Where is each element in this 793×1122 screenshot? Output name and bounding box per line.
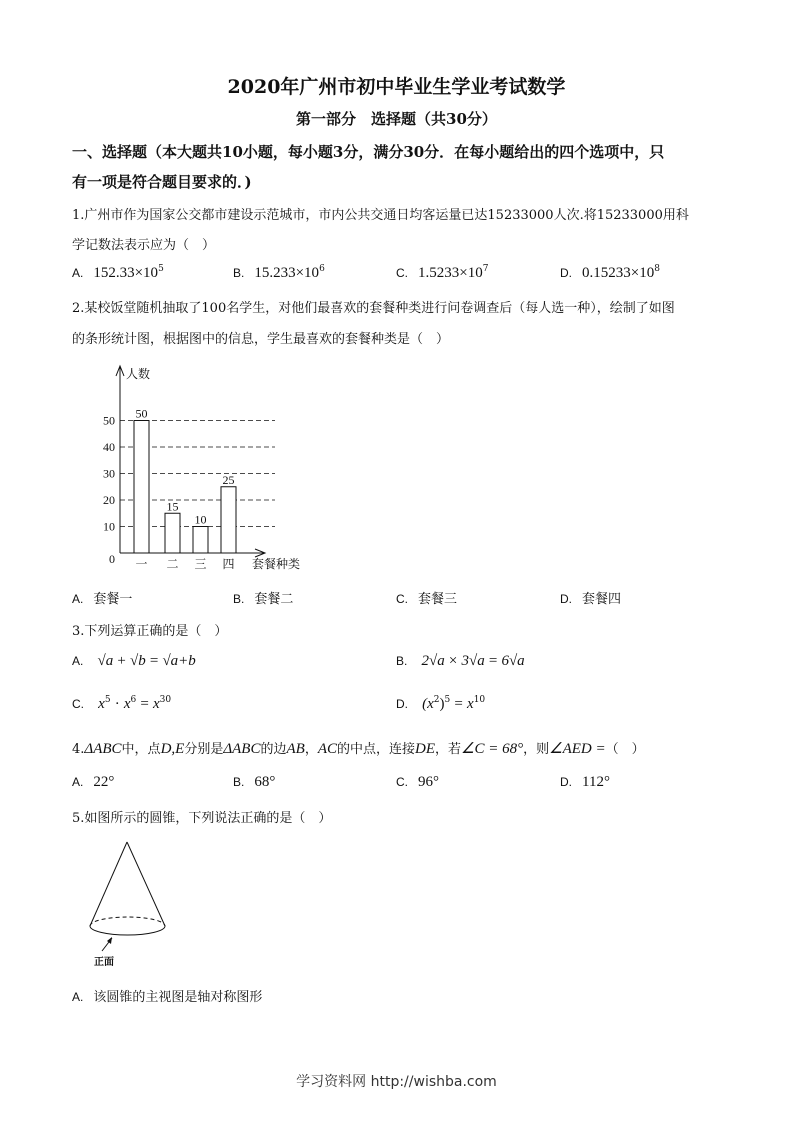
option-label: C. (396, 592, 408, 606)
q4-option-c[interactable] (396, 774, 439, 791)
cone-right-edge (127, 842, 165, 926)
y-axis-label: 人数 (126, 367, 151, 381)
expr-part: x (123, 696, 131, 712)
cone-base-front (90, 926, 165, 935)
q1-option-a[interactable] (72, 264, 164, 282)
x-tick-label: 二 (166, 557, 179, 571)
y-tick-label: 30 (103, 466, 115, 481)
option-label: A. (72, 592, 84, 606)
y-tick-label: 0 (109, 552, 115, 566)
expr-part: ) (439, 696, 445, 712)
expr-part: = (140, 696, 149, 712)
expr-part: (x (422, 696, 434, 712)
option-text: 套餐一 (93, 592, 133, 607)
q1-stem-line1: 1.广州市作为国家公交都市建设示范城市，市内公共交通日均客运量已达15233000人次.将15233000用科 (72, 208, 689, 223)
q1-option-b[interactable] (233, 264, 325, 282)
bar (221, 487, 236, 553)
expr-exponent: 10 (473, 695, 486, 705)
x-axis-label: 套餐种类 (252, 557, 301, 571)
option-value: 1.5233×10 (418, 265, 483, 281)
x-tick-label: 三 (194, 557, 207, 571)
option-label: D. (560, 266, 572, 280)
expr-exponent: 2 (433, 695, 440, 705)
option-value: 22° (93, 774, 115, 790)
q3-option-a[interactable] (72, 653, 196, 670)
expr-part: 3√a (461, 653, 485, 669)
cone-figure (82, 838, 182, 968)
bar-value-label: 50 (135, 406, 148, 421)
expr-part: √a (97, 653, 114, 669)
option-value: 152.33×10 (93, 265, 159, 281)
option-text: 套餐二 (254, 592, 294, 607)
expr-part: + (117, 653, 126, 669)
q4-option-d[interactable] (560, 774, 610, 791)
option-exponent: 7 (482, 264, 489, 274)
option-label: C. (72, 697, 84, 711)
expr-part: x (98, 696, 105, 712)
expr-part: √b (129, 653, 146, 669)
section-heading-line2: 有一项是符合题目要求的．) (72, 173, 252, 191)
option-text: 套餐四 (582, 592, 622, 607)
option-label: A. (72, 990, 84, 1004)
option-exponent: 6 (319, 264, 325, 274)
expr-part: 2√a (421, 653, 445, 669)
x-tick-label: 一 (135, 557, 148, 571)
expr-exponent: 5 (444, 695, 451, 705)
q1-stem-line2: 学记数法表示应为（ ） (72, 238, 216, 253)
option-label: B. (233, 592, 245, 606)
option-label: D. (560, 592, 572, 606)
q5-option-a[interactable] (72, 986, 262, 1005)
q5-stem: 5.如图所示的圆锥，下列说法正确的是（ ） (72, 811, 332, 826)
cone-base-back (90, 917, 165, 926)
option-exponent: 5 (158, 264, 164, 274)
option-label: A. (72, 654, 84, 668)
option-label: A. (72, 266, 84, 280)
expr-part: = (149, 653, 159, 669)
y-tick-label: 20 (103, 493, 115, 507)
bar (134, 421, 149, 554)
y-tick-label: 40 (103, 440, 115, 454)
q2-stem-line2: 的条形统计图，根据图中的信息，学生最喜欢的套餐种类是（ ） (72, 332, 450, 347)
expr-exponent: 5 (104, 695, 111, 705)
meal-bar-chart (90, 360, 330, 580)
y-tick-label: 50 (103, 413, 115, 428)
expr-part: √a+b (162, 653, 196, 669)
expr-exponent: 6 (130, 695, 137, 705)
expr-part: 6√a (501, 653, 525, 669)
bar (193, 527, 208, 554)
q3-option-b[interactable] (396, 653, 525, 670)
option-exponent: 8 (654, 264, 660, 274)
cone-left-edge (90, 842, 127, 926)
option-label: C. (396, 775, 408, 789)
bar-value-label: 25 (222, 472, 235, 487)
option-text: 套餐三 (418, 592, 458, 607)
page-title: 2020年广州市初中毕业生学业考试数学 (227, 76, 566, 98)
q3-option-c[interactable] (72, 695, 171, 713)
q2-option-d[interactable] (560, 588, 621, 607)
option-label: D. (396, 697, 408, 711)
expr-part: × (448, 653, 458, 669)
expr-part: x (152, 696, 160, 712)
option-value: 15.233×10 (254, 265, 320, 281)
bar (165, 513, 180, 553)
option-value: 112° (582, 774, 610, 790)
q3-stem: 3.下列运算正确的是（ ） (72, 624, 228, 639)
option-label: C. (396, 266, 408, 280)
option-label: B. (396, 654, 408, 668)
bar-value-label: 15 (166, 499, 179, 514)
option-value: 0.15233×10 (582, 265, 655, 281)
option-value: 96° (418, 774, 439, 790)
q1-option-d[interactable] (560, 264, 660, 282)
option-text: 该圆锥的主视图是轴对称图形 (93, 990, 263, 1005)
q2-stem-line1: 2.某校饭堂随机抽取了100名学生，对他们最喜欢的套餐种类进行问卷调查后（每人选一种），绘制了如图 (72, 301, 675, 316)
q4-stem: 4.ΔABC中，点D,E分别是ΔABC的边AB，AC的中点，连接DE，若∠C = 68°，则∠AED =（ ） (72, 741, 645, 757)
q2-option-a[interactable] (72, 588, 132, 607)
option-value: 68° (254, 774, 276, 790)
option-label: B. (233, 266, 245, 280)
q1-option-c[interactable] (396, 264, 488, 282)
x-tick-label: 四 (222, 557, 235, 571)
q3-option-d[interactable] (396, 695, 485, 713)
q2-option-b[interactable] (233, 588, 293, 607)
expr-part: = (454, 696, 463, 712)
q2-option-c[interactable] (396, 588, 457, 607)
front-label: 正面 (94, 957, 114, 968)
expr-part: = (488, 653, 498, 669)
option-label: A. (72, 775, 84, 789)
y-tick-label: 10 (103, 519, 115, 534)
expr-part: x (467, 696, 474, 712)
part-subtitle: 第一部分 选择题（共30分） (296, 110, 497, 128)
expr-part: · (114, 696, 120, 712)
expr-exponent: 30 (159, 695, 172, 705)
q4-option-a[interactable] (72, 774, 114, 791)
section-heading-line1: 一、选择题（本大题共10小题，每小题3分，满分30分．在每小题给出的四个选项中，只 (72, 143, 665, 161)
footer-watermark: 学习资料网 http://wishba.com (296, 1074, 497, 1090)
option-label: D. (560, 775, 572, 789)
q4-option-b[interactable] (233, 774, 275, 791)
option-label: B. (233, 775, 245, 789)
bar-value-label: 10 (194, 512, 207, 527)
